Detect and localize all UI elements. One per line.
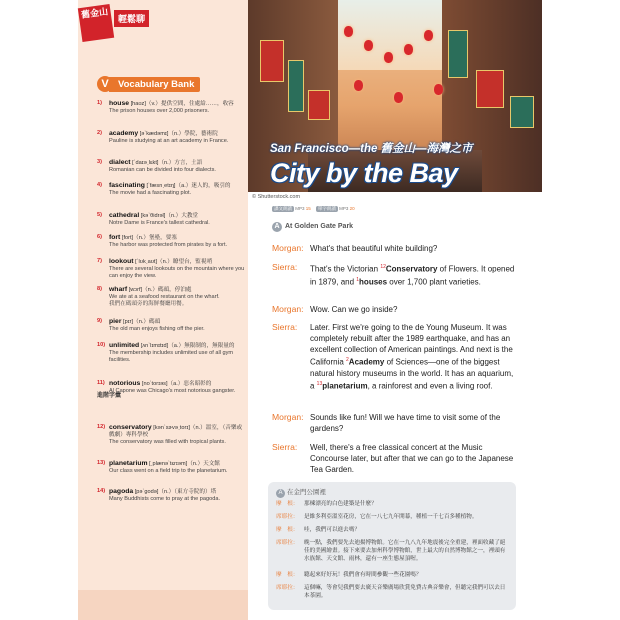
- vocab-item: [97, 318, 247, 333]
- vocab-entry: [109, 100, 247, 115]
- vocab-example: Al Capone was Chicago's most notorious gangster.: [109, 388, 236, 395]
- vocab-entry: [109, 286, 247, 309]
- vocab-phonetic: [əˋkædəmɪ]: [139, 131, 169, 137]
- translation-box: [268, 482, 516, 610]
- vocab-entry: [109, 488, 247, 503]
- vocab-number: 11): [97, 380, 105, 386]
- vocab-entry: [109, 234, 247, 249]
- vocab-number: 13): [97, 460, 106, 466]
- vocab-pos: （a.）: [168, 343, 185, 349]
- vocab-ref-number: 12: [380, 264, 386, 270]
- vocab-entry: [109, 182, 247, 197]
- vocab-column: [78, 0, 248, 620]
- vocab-pos: （n.）: [168, 131, 185, 137]
- vocab-number: 1): [97, 100, 102, 106]
- vocab-number: 7): [97, 258, 102, 264]
- vocab-highlight: houses: [359, 277, 388, 287]
- vocab-definition: 堡壘，要塞: [148, 235, 177, 241]
- vocab-item: [97, 130, 247, 145]
- vocab-highlight: planetarium: [322, 381, 368, 391]
- translation-line: [276, 571, 510, 579]
- vocab-definition: 提供空間，住處給……，收容: [161, 101, 234, 107]
- vocab-word: pagoda: [109, 488, 134, 495]
- mp3-label-1: MP3: [295, 206, 305, 211]
- translation-scene-letter: A: [276, 489, 285, 498]
- vocab-phonetic: [ˏplænəˋtɛrɪəm]: [149, 461, 188, 467]
- audio-tracks: [272, 206, 355, 212]
- vocab-entry: [109, 159, 247, 174]
- vocab-item: [97, 258, 247, 281]
- vocab-entry: [109, 130, 247, 145]
- vocab-entry: [109, 342, 247, 365]
- vocab-phonetic: [kənˋsɝvəˏtorɪ]: [153, 425, 190, 431]
- vocab-phonetic: [pəˋgodə]: [134, 489, 159, 495]
- vocab-entry: [109, 424, 247, 447]
- vocab-example: Many Buddhists come to pray at the pagoda.: [109, 496, 221, 503]
- vocab-definition: 方言，土語: [174, 160, 203, 166]
- vocab-definition: 迷人的，吸引的: [191, 183, 231, 189]
- speech-text: [310, 262, 518, 287]
- vocab-definition: （東方寺院的）塔: [174, 489, 217, 495]
- speaker-name: Sierra:: [272, 262, 298, 272]
- vocab-item: [97, 286, 247, 309]
- translation-speaker: 席耶拉：: [276, 585, 299, 591]
- vocab-word: pier: [109, 318, 122, 325]
- speaker-name: Sierra:: [272, 322, 298, 332]
- vocab-ref-number: 2: [346, 357, 349, 363]
- vocab-word: fascinating: [109, 182, 145, 189]
- speech-segment: of Flowers. It opened in 1879, and: [310, 264, 515, 287]
- translation-text: 這個嘛，等會兒我們要去廣天音樂廣場欣賞免費古典音樂會，但聽完我們可以去日本茶園。: [304, 585, 506, 599]
- translation-scene-title: 在金門公園裡: [287, 489, 326, 496]
- audio-label-2: 單字朗讀: [317, 206, 336, 211]
- vocab-phonetic: [ˋlʊkˏaʊt]: [135, 259, 158, 265]
- vocab-definition: 惡名昭彰的: [183, 381, 212, 387]
- vocab-example-zh: 我們在碼頭旁的海鮮餐廳用餐。: [109, 301, 188, 308]
- photo-title: City by the Bay: [270, 158, 458, 188]
- vocab-item: [97, 212, 247, 227]
- vocab-entry: [109, 258, 247, 281]
- scene-letter: A: [272, 222, 282, 232]
- track-number-2: 20: [349, 206, 355, 211]
- translation-line: [276, 500, 510, 508]
- speaker-name: Sierra:: [272, 442, 298, 452]
- translation-text: 晚一點，我們要先去迪揚博物館。它在一九八九年地震後完全重建，裡面收藏了絕佳的美國繪畫。接下來要去加州科學博物館，世上最大的自然博物館之一，裡頭有水族館、天文館、雨林，還有一座生態屋頂喔。: [304, 540, 506, 562]
- vocab-phonetic: [wɔrf]: [128, 287, 143, 293]
- vocab-word: planetarium: [109, 460, 148, 467]
- vocab-pos: （a.）: [167, 381, 184, 387]
- vocab-word: wharf: [109, 286, 128, 293]
- section-label: 輕鬆聊: [114, 10, 149, 27]
- vocab-ref-number: 13: [316, 380, 323, 387]
- speaker-name: Morgan:: [272, 304, 304, 314]
- vocab-definition: 碼頭，停泊處: [157, 287, 192, 293]
- vocab-definition: 學院，藝術院: [184, 131, 218, 137]
- vocab-word: unlimited: [109, 342, 140, 349]
- vocab-item: [97, 100, 247, 115]
- translation-speaker: 摩 根：: [276, 527, 299, 533]
- translation-speaker: 席耶拉：: [276, 540, 299, 546]
- translation-line: [276, 584, 510, 600]
- vocab-number: 10): [97, 342, 106, 348]
- scene-title: At Golden Gate Park: [285, 223, 354, 230]
- vocab-number: 9): [97, 318, 102, 324]
- speech-text: [310, 322, 518, 391]
- mp3-label-2: MP3: [339, 206, 349, 211]
- vocab-example: The conservatory was filled with tropical plants.: [109, 439, 226, 446]
- vocab-item: [97, 424, 247, 447]
- vocab-example: We ate at a seafood restaurant on the wharf.: [109, 294, 220, 301]
- vocab-number: 2): [97, 130, 102, 136]
- vocab-pos: （n.）: [158, 489, 175, 495]
- vocab-pos: （n.）: [133, 319, 149, 325]
- vocab-item: [97, 182, 247, 197]
- translation-speaker: 摩 根：: [276, 501, 299, 507]
- vocab-item: [97, 159, 247, 174]
- vocab-item: [97, 234, 247, 249]
- vocab-entry: [109, 460, 247, 475]
- vocab-word: house: [109, 100, 130, 107]
- vocab-word: notorious: [109, 380, 141, 387]
- vocab-number: 12): [97, 424, 106, 430]
- vocab-example: The prison houses over 2,000 prisoners.: [109, 108, 210, 115]
- vocab-example: There are several lookouts on the mountain where you can enjoy the view.: [109, 266, 245, 280]
- vocab-definition: 瞭望台，監視哨: [172, 259, 213, 265]
- track-number-1: 15: [305, 206, 311, 211]
- vocab-example: The harbor was protected from pirates by a fort.: [109, 242, 228, 249]
- vocab-highlight: Conservatory: [385, 264, 438, 274]
- speech-text: Well, there's a free classical concert at the Music Concourse later, but after that we can go to the Japanese Tea Garden.: [310, 443, 514, 474]
- vocab-number: 8): [97, 286, 102, 292]
- speech-text: What's that beautiful white building?: [310, 244, 438, 253]
- vocab-phonetic: [noˋtorɪəs]: [141, 381, 168, 387]
- translation-text: 聽起來好好玩！我們會有時間參觀一些花園嗎？: [304, 572, 422, 578]
- vocab-word: dialect: [109, 159, 131, 166]
- vocab-definition: 大教堂: [181, 213, 199, 219]
- vocab-pos: （v.）: [145, 101, 162, 107]
- photo-subtitle: San Francisco—the 舊金山—海灣之市: [270, 143, 473, 155]
- vocab-entry: [109, 318, 247, 333]
- vocab-number: 4): [97, 182, 102, 188]
- vocab-example: Romanian can be divided into four dialects.: [109, 167, 216, 174]
- translation-scene: [276, 487, 326, 498]
- vocab-pos: （n.）: [142, 287, 158, 293]
- vocab-highlight: Academy: [348, 357, 385, 367]
- translation-text: 是維多利亞溫室花房，它在一八七九年開幕，種植一千七百多種植物。: [304, 514, 478, 520]
- vocab-pos: （a.）: [175, 183, 192, 189]
- vocab-phonetic: [ˋdaɪəˏlɛkt]: [132, 160, 159, 166]
- vocab-bank-title: Vocabulary Bank: [109, 77, 200, 92]
- extended-vocab-title: 進階字彙: [97, 393, 122, 399]
- translation-text: 哇，我們可以進去嗎？: [304, 527, 360, 533]
- vocab-phonetic: [ʌnˋlɪmɪtɪd]: [140, 343, 169, 349]
- vocab-phonetic: [ˋfæsnˏetɪŋ]: [146, 183, 176, 189]
- vocab-phonetic: [kəˋθidrəl]: [140, 213, 166, 219]
- vocab-pos: （n.）: [189, 425, 206, 431]
- vocab-entry: [109, 380, 247, 395]
- vocab-item: [97, 488, 247, 503]
- vocab-example: The old man enjoys fishing off the pier.: [109, 326, 205, 333]
- vocab-entry: [109, 212, 247, 227]
- vocab-number: 3): [97, 159, 102, 165]
- translation-text: 那棟漂亮的白色建築是什麼？: [304, 501, 377, 507]
- vocab-number: 14): [97, 488, 106, 494]
- speech-segment: Later. First we're going to the de Young Museum. It was completely rebuilt after the 1989 earthquake, and has an excellent collection of American paintings. And next is the California: [310, 323, 513, 367]
- vocab-pos: （n.）: [158, 160, 175, 166]
- chinatown-photo: [248, 0, 542, 192]
- vocab-number: 5): [97, 212, 102, 218]
- vocab-definition: 溫室，（音樂或戲劇）專科學校: [109, 425, 243, 439]
- vocab-example: The membership includes unlimited use of all gym facilities.: [109, 350, 234, 364]
- vocab-example: The movie had a fascinating plot.: [109, 190, 192, 197]
- speaker-name: Morgan:: [272, 412, 304, 422]
- vocab-phonetic: [haʊz]: [130, 101, 146, 107]
- vocab-phonetic: [pɪr]: [123, 319, 134, 325]
- vocab-word: fort: [109, 234, 121, 241]
- vocab-ref-number: 1: [356, 276, 360, 283]
- speech-text: Wow. Can we go inside?: [310, 305, 398, 314]
- scene-heading: [272, 222, 353, 232]
- vocab-item: [97, 460, 247, 475]
- vocab-word: cathedral: [109, 212, 140, 219]
- speech-segment: over 1,700 plant varieties.: [387, 277, 481, 287]
- translation-speaker: 摩 根：: [276, 572, 299, 578]
- section-badge: 舊金山: [78, 4, 114, 42]
- vocab-pos: （n.）: [165, 213, 182, 219]
- vocab-number: 6): [97, 234, 102, 240]
- vocab-word: academy: [109, 130, 139, 137]
- vocab-item: [97, 342, 247, 365]
- audio-label-1: 課文朗讀: [274, 206, 292, 211]
- vocab-word: conservatory: [109, 424, 152, 431]
- speech-segment: of Sciences—one of the biggest natural history museums in the world. It has an aquarium, a: [310, 357, 514, 391]
- vocab-example: Our class went on a field trip to the planetarium.: [109, 468, 228, 475]
- vocab-pos: （n.）: [133, 235, 149, 241]
- speech-segment: That's the Victorian: [310, 264, 381, 274]
- vocab-example: Pauline is studying at an art academy in France.: [109, 138, 229, 145]
- translation-line: [276, 539, 510, 563]
- photo-credit: © Shutterstock.com: [252, 194, 301, 200]
- vocab-definition: 無限制的，無限量的: [184, 343, 235, 349]
- vocab-definition: 碼頭: [148, 319, 161, 325]
- vocab-definition: 天文館: [203, 461, 220, 467]
- translation-line: [276, 526, 510, 534]
- vocab-example: Notre Dame is France's tallest cathedral.: [109, 220, 210, 227]
- speaker-name: Morgan:: [272, 243, 304, 253]
- speech-segment: , a rainforest and even a living roof.: [367, 381, 493, 391]
- vocab-phonetic: [fort]: [121, 235, 134, 241]
- vocab-pos: （n.）: [187, 461, 204, 467]
- vocab-pos: （n.）: [157, 259, 173, 265]
- speech-text: Sounds like fun! Will we have time to visit some of the gardens?: [310, 413, 501, 433]
- translation-line: [276, 513, 510, 521]
- vocab-bank-badge: V: [97, 76, 113, 92]
- translation-speaker: 席耶拉：: [276, 514, 299, 520]
- vocab-word: lookout: [109, 258, 134, 265]
